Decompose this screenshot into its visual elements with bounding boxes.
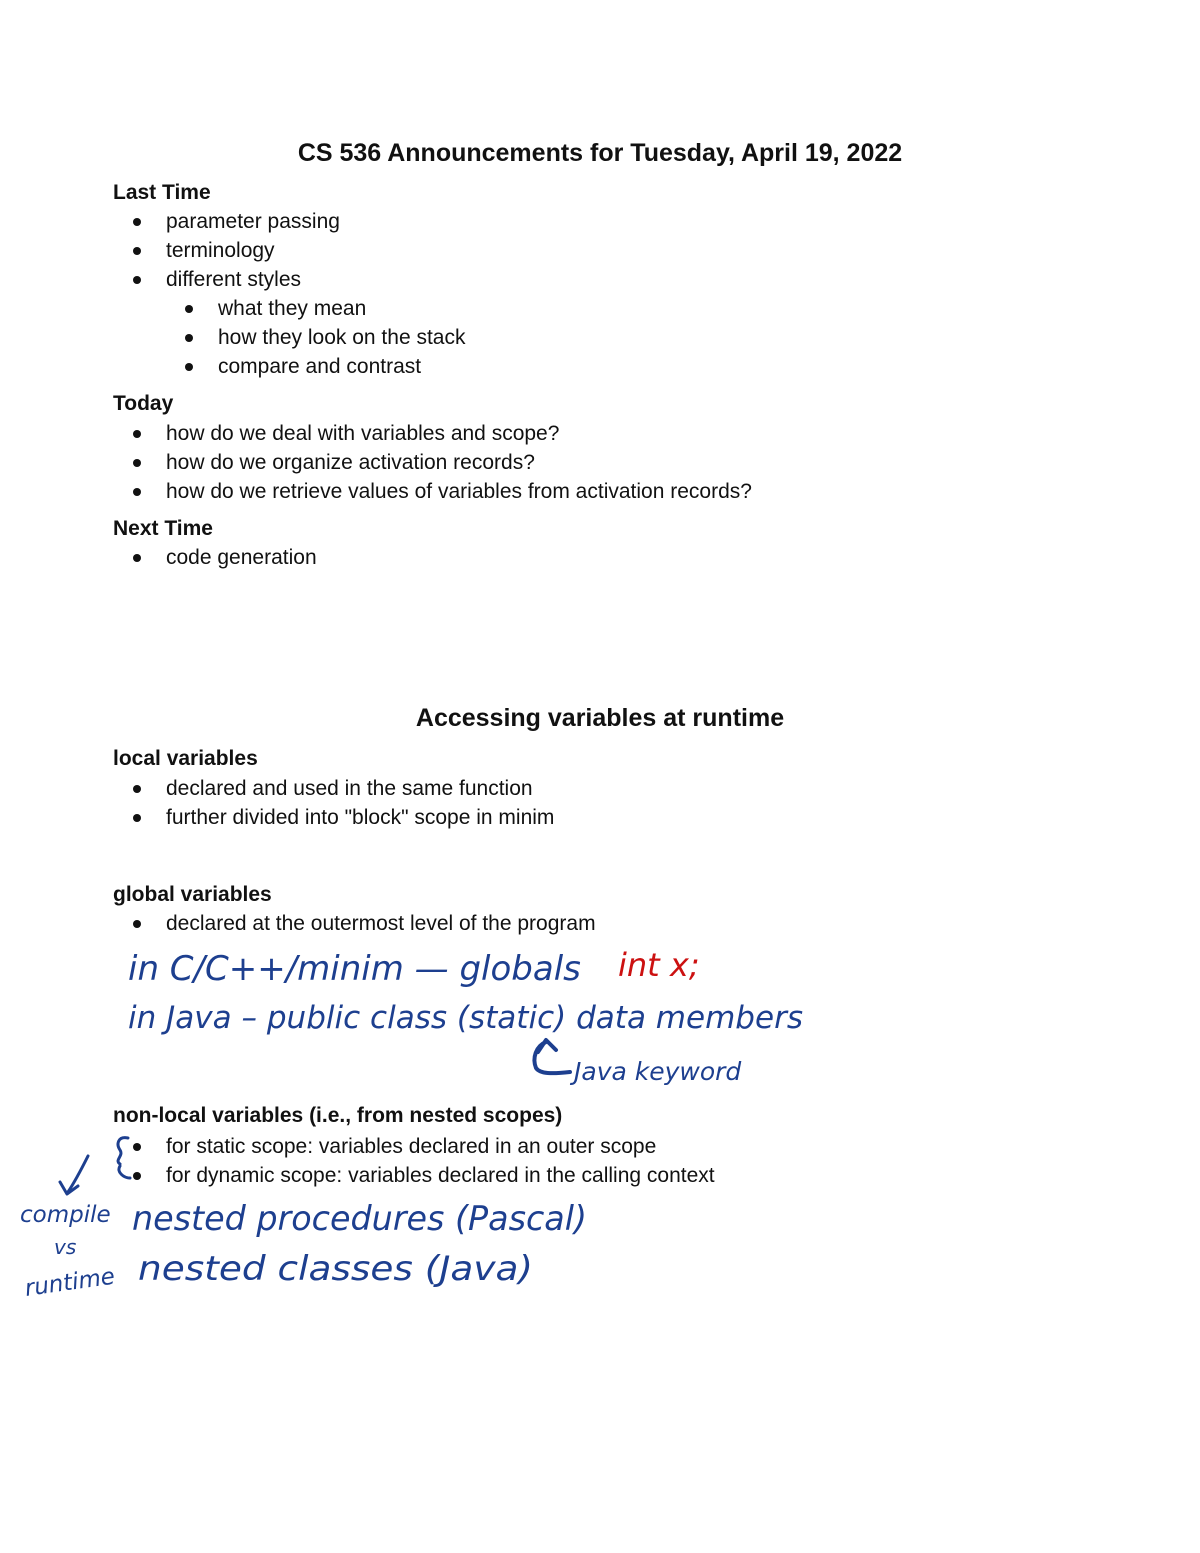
arrowhead-icon — [538, 1040, 556, 1052]
down-arrow-icon — [68, 1156, 88, 1192]
list-item: terminology — [113, 236, 465, 265]
local-variables-list — [113, 774, 554, 832]
local-variables-heading: local variables — [113, 747, 258, 770]
list-item: how do we deal with variables and scope? — [113, 419, 752, 448]
list-item: for dynamic scope: variables declared in the calling context — [113, 1161, 715, 1190]
list-item: declared and used in the same function — [113, 774, 554, 803]
sub-list-item: how they look on the stack — [113, 323, 465, 352]
list-item: how do we retrieve values of variables from activation records? — [113, 477, 752, 506]
sub-list-item: compare and contrast — [113, 352, 465, 381]
curved-arrow-icon — [534, 1042, 570, 1073]
arrowhead-icon — [60, 1182, 78, 1194]
last-time-heading: Last Time — [113, 181, 211, 204]
handwritten-line-java: in Java – public class (static) data members — [128, 1000, 803, 1036]
list-item: further divided into "block" scope in minim — [113, 803, 554, 832]
global-variables-list — [113, 909, 596, 938]
next-time-list — [113, 543, 317, 572]
nonlocal-variables-list — [113, 1132, 715, 1190]
handwritten-nested-classes: nested classes (Java) — [138, 1249, 533, 1289]
list-item: declared at the outermost level of the program — [113, 909, 596, 938]
list-item: for static scope: variables declared in an outer scope — [113, 1132, 715, 1161]
today-list — [113, 419, 752, 506]
list-item: parameter passing — [113, 207, 465, 236]
handwritten-java-keyword: Java keyword — [574, 1057, 742, 1086]
margin-vs: vs — [54, 1235, 77, 1259]
handwritten-nested-procedures: nested procedures (Pascal) — [132, 1199, 587, 1239]
handwritten-line-globals: in C/C++/minim — globals — [128, 949, 581, 989]
list-item: how do we organize activation records? — [113, 448, 752, 477]
list-item: code generation — [113, 543, 317, 572]
sub-list-item: what they mean — [113, 294, 465, 323]
global-variables-heading: global variables — [113, 883, 272, 906]
runtime-title: Accessing variables at runtime — [415, 704, 785, 732]
today-heading: Today — [113, 392, 174, 415]
margin-compile: compile — [20, 1202, 111, 1228]
next-time-heading: Next Time — [113, 517, 213, 540]
last-time-list — [113, 207, 465, 381]
handwritten-int-x: int x; — [618, 946, 700, 984]
margin-runtime: runtime — [23, 1263, 117, 1302]
nonlocal-variables-heading: non-local variables (i.e., from nested scopes) — [113, 1104, 563, 1127]
announcements-title: CS 536 Announcements for Tuesday, April 19, 2022 — [297, 139, 903, 167]
list-item: different styles — [113, 265, 465, 294]
